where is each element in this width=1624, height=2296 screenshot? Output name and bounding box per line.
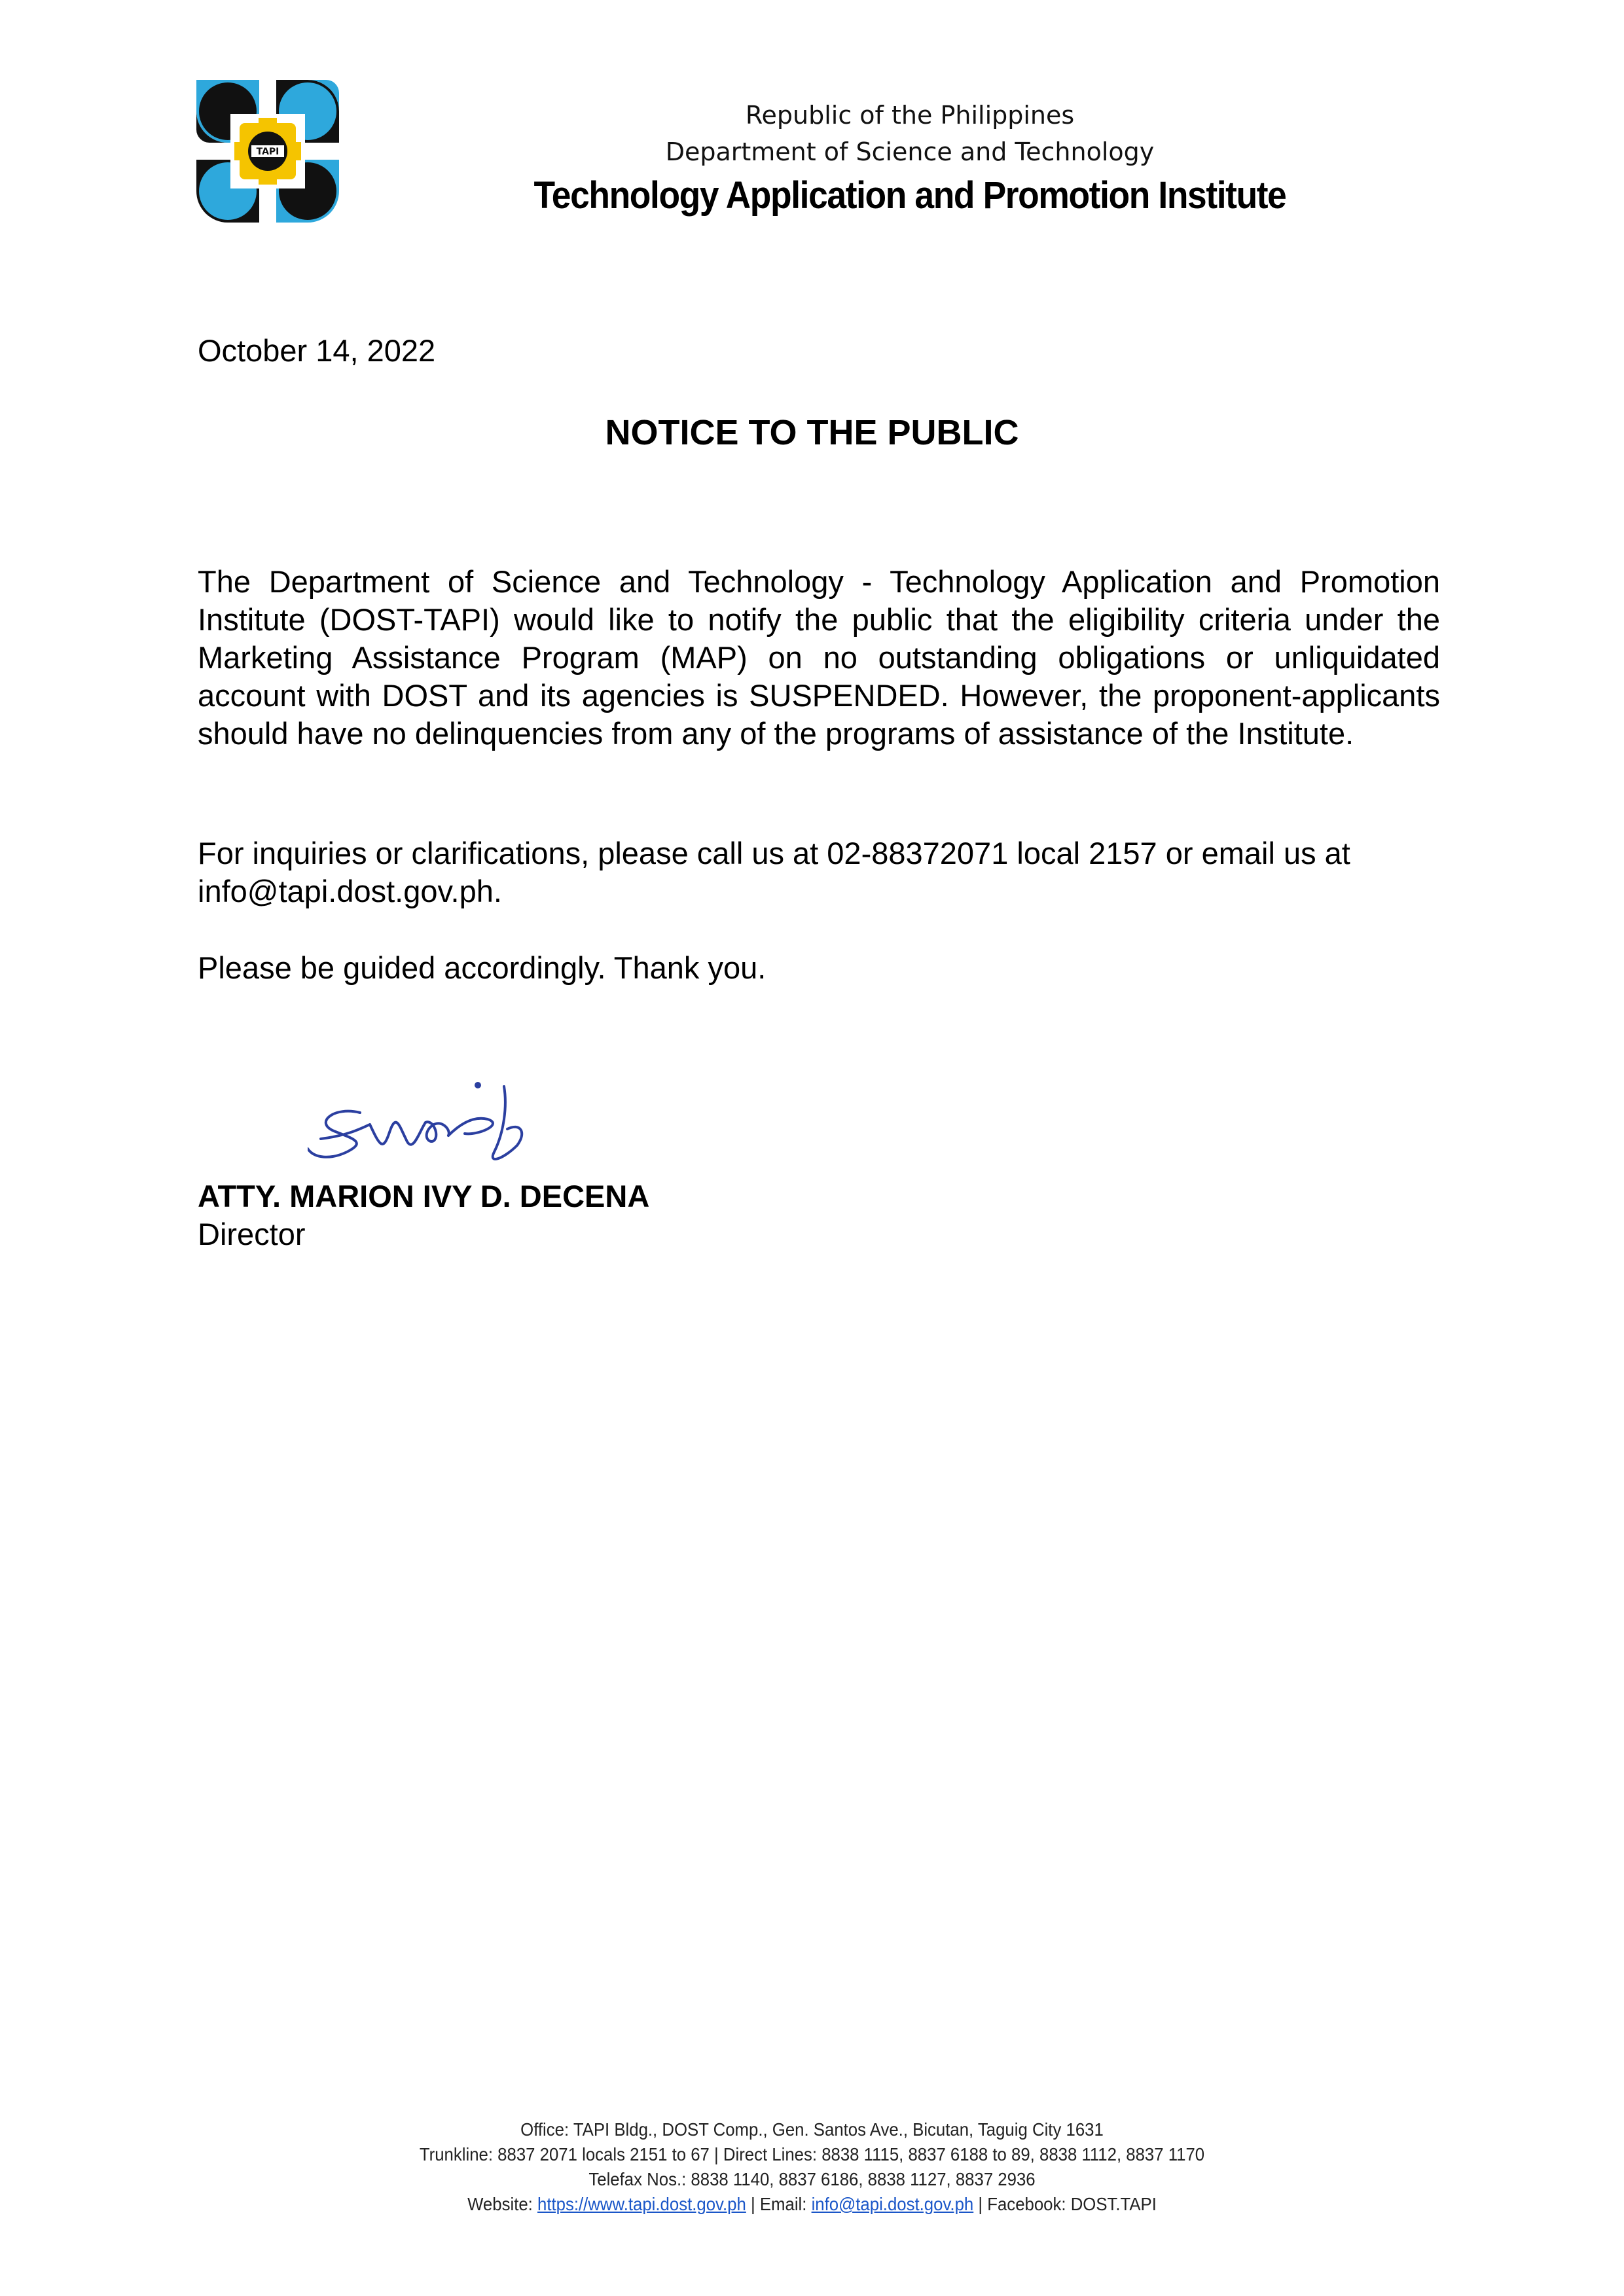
signatory-title: Director [198, 1217, 306, 1251]
body-paragraph-1: The Department of Science and Technology - Technology Application and Promotion Institute (DOST-TAPI) would like to notify the public that the eligibility criteria under the Marketing Assistance Program (MAP) on no outstanding obligations or unliquidated account with DOST and its agencies is SUSPENDED. However, the proponent-applicants should have no delinquencies from any of the programs of assistance of the Institute. [198, 564, 1440, 751]
letterhead-republic: Republic of the Philippines [745, 101, 1075, 130]
footer-contacts [65, 2192, 1559, 2217]
letterhead [497, 97, 1322, 221]
handwritten-signature [308, 1060, 635, 1191]
dost-tapi-logo [196, 80, 339, 223]
footer-website-label: Website: [467, 2194, 533, 2214]
document-title: NOTICE TO THE PUBLIC [605, 413, 1019, 452]
document-date: October 14, 2022 [198, 333, 436, 368]
footer-email-label: Email: [759, 2194, 807, 2214]
footer-telefax: Telefax Nos.: 8838 1140, 8837 6186, 8838 1127, 8837 2936 [588, 2169, 1036, 2189]
footer-separator: | [978, 2194, 983, 2214]
footer-separator: | [750, 2194, 755, 2214]
footer-website-link[interactable]: https://www.tapi.dost.gov.ph [537, 2194, 746, 2214]
footer-facebook: Facebook: DOST.TAPI [987, 2194, 1157, 2214]
footer-email-link[interactable]: info@tapi.dost.gov.ph [811, 2194, 974, 2214]
letterhead-department: Department of Science and Technology [665, 137, 1155, 166]
footer-trunkline: Trunkline: 8837 2071 locals 2151 to 67 | Direct Lines: 8838 1115, 8837 6188 to 89, 8838 1112, 8837 1170 [419, 2144, 1205, 2164]
signatory-name: ATTY. MARION IVY D. DECENA [198, 1179, 650, 1213]
logo-text: TAPI [256, 147, 280, 157]
body-paragraph-2: For inquiries or clarifications, please call us at 02-88372071 local 2157 or email us at info@tapi.dost.gov.ph. [198, 836, 1350, 908]
body-paragraph-3: Please be guided accordingly. Thank you. [198, 950, 767, 985]
footer [0, 2117, 1624, 2217]
letterhead-institute: Technology Application and Promotion Institute [533, 174, 1286, 217]
footer-office: Office: TAPI Bldg., DOST Comp., Gen. Santos Ave., Bicutan, Taguig City 1631 [520, 2119, 1104, 2140]
